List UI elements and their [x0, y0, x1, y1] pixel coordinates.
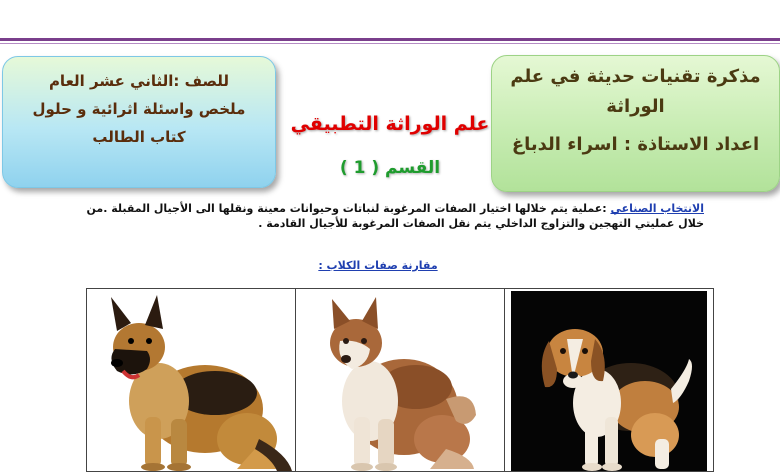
german-shepherd-image	[87, 289, 295, 471]
husky-image	[296, 289, 504, 471]
definition-paragraph	[60, 201, 704, 231]
comparison-subheading: مقارنة صفات الكلاب :	[318, 259, 438, 272]
definition-line-2: خلال عمليتي التهجين والتزاوج الداخلي يتم نقل الصفات المرغوبة للأجيال القادمة .	[258, 217, 704, 230]
beagle-image	[505, 289, 713, 471]
memo-title-line: مذكرة تقنيات حديثة في علم	[510, 66, 761, 87]
class-line: للصف :الثاني عشر العام	[48, 72, 230, 90]
section-label: القسم ( 1 )	[339, 158, 441, 178]
dog-comparison-table	[86, 288, 714, 472]
husky-cell	[296, 289, 505, 471]
book-line: كتاب الطالب	[92, 128, 186, 146]
term-artificial-selection: الانتخاب الصناعي	[610, 202, 704, 215]
class-info-box	[2, 56, 276, 188]
memo-title-box	[491, 55, 780, 192]
memo-title-line-2: الوراثة	[606, 96, 665, 117]
top-rule	[0, 38, 780, 41]
german-shepherd-cell	[87, 289, 296, 471]
page-title: علم الوراثة التطبيقي	[290, 113, 490, 135]
definition-line-1: :عملية يتم خلالها اختيار الصفات المرغوبة لنباتات وحيوانات معينة ونقلها الى الأجيال المقبلة .من	[86, 202, 607, 215]
top-rule-thin	[0, 43, 780, 44]
beagle-cell	[505, 289, 713, 471]
author-line: اعداد الاستاذة : اسراء الدباغ	[511, 134, 760, 155]
summary-line: ملخص واسئلة اثرائية و حلول	[32, 100, 246, 118]
